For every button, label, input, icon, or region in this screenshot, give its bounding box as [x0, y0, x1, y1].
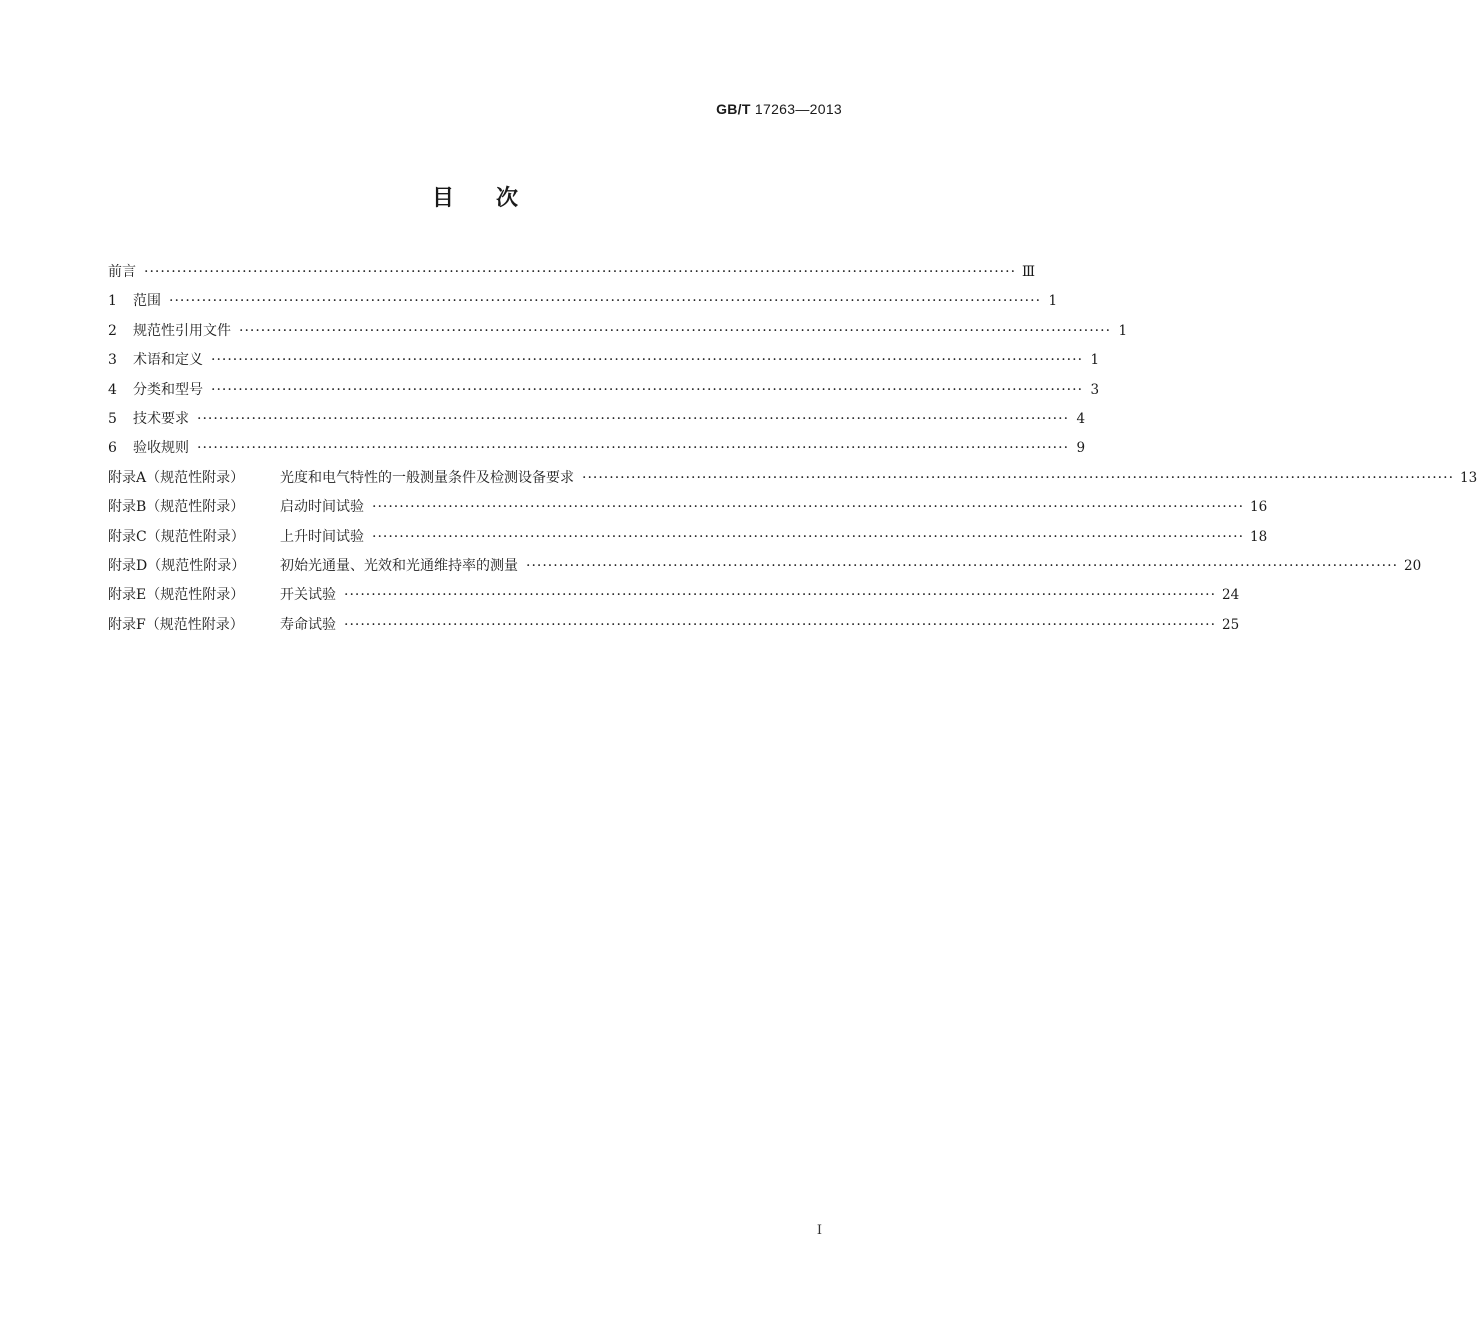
page-folio: Ⅰ — [816, 1223, 822, 1238]
toc-entry-label: 验收规则 — [133, 440, 189, 457]
toc-annex-prefix: 附录B（规范性附录） — [108, 499, 245, 516]
standard-prefix: GB/T — [716, 101, 751, 117]
toc-entry-6[interactable] — [108, 434, 1086, 463]
toc-page-number: 1 — [1090, 352, 1100, 369]
toc-entry-label: 前言 — [108, 264, 136, 280]
toc-entry-annex-d[interactable] — [108, 552, 1422, 581]
toc-page-number: 13 — [1460, 469, 1477, 486]
toc-entry-label: 初始光通量、光效和光通维持率的测量 — [280, 557, 518, 574]
toc-leader: ································································································································································ — [239, 322, 1112, 339]
toc-entry-label: 术语和定义 — [133, 352, 203, 369]
toc-leader: ································································································································································ — [197, 410, 1070, 427]
toc-section-number: 5 — [108, 410, 117, 427]
toc-leader: ································································································································································ — [169, 293, 1042, 310]
toc-section-number: 1 — [108, 293, 117, 310]
toc-leader: ································································································································································ — [582, 469, 1455, 486]
page-title: 目次 — [431, 186, 560, 211]
toc-section-number: 6 — [108, 440, 117, 457]
toc-entry-annex-a[interactable] — [108, 464, 1477, 493]
toc-entry-annex-f[interactable] — [108, 611, 1240, 640]
toc-page-number: 16 — [1250, 499, 1268, 516]
toc-annex-prefix: 附录C（规范性附录） — [108, 528, 245, 545]
toc-entry-5[interactable] — [108, 405, 1086, 434]
toc-annex-prefix: 附录F（规范性附录） — [108, 616, 244, 633]
toc-annex-prefix: 附录E（规范性附录） — [108, 587, 245, 604]
toc-section-number: 3 — [108, 352, 117, 369]
toc-entry-1[interactable] — [108, 287, 1058, 316]
toc-annex-prefix: 附录D（规范性附录） — [108, 557, 246, 574]
toc-page-number: 20 — [1404, 557, 1422, 574]
toc-page-number: 1 — [1048, 293, 1058, 310]
toc-page-number: 24 — [1222, 587, 1240, 604]
toc-entry-3[interactable] — [108, 346, 1100, 375]
table-of-contents — [108, 258, 1477, 640]
toc-entry-label: 规范性引用文件 — [133, 322, 231, 339]
toc-leader: ································································································································································ — [526, 557, 1399, 574]
toc-section-number: 4 — [108, 381, 117, 398]
toc-entry-annex-c[interactable] — [108, 523, 1268, 552]
toc-leader: ································································································································································ — [144, 264, 1017, 280]
toc-leader: ································································································································································ — [372, 528, 1245, 545]
toc-entry-annex-b[interactable] — [108, 493, 1268, 522]
toc-entry-4[interactable] — [108, 376, 1100, 405]
toc-entry-label: 光度和电气特性的一般测量条件及检测设备要求 — [280, 469, 574, 486]
toc-page-number: 25 — [1222, 616, 1240, 633]
toc-entry-label: 启动时间试验 — [280, 499, 364, 516]
standard-number — [716, 101, 842, 117]
toc-entry-label: 开关试验 — [280, 587, 336, 604]
toc-page-number: 4 — [1076, 410, 1086, 427]
toc-section-number: 2 — [108, 322, 117, 339]
toc-page-number: Ⅲ — [1022, 264, 1036, 280]
toc-leader: ································································································································································ — [344, 616, 1217, 633]
toc-entry-label: 上升时间试验 — [280, 528, 364, 545]
standard-code: 17263—2013 — [754, 101, 842, 117]
toc-entry-2[interactable] — [108, 317, 1128, 346]
toc-leader: ································································································································································ — [344, 587, 1217, 604]
toc-entry-label: 寿命试验 — [280, 616, 336, 633]
toc-entry-label: 范围 — [133, 293, 161, 310]
toc-entry-label: 技术要求 — [133, 410, 189, 427]
toc-entry-label: 分类和型号 — [133, 381, 203, 398]
toc-entry-annex-e[interactable] — [108, 581, 1240, 610]
toc-leader: ································································································································································ — [211, 381, 1084, 398]
toc-page-number: 3 — [1090, 381, 1100, 398]
toc-page-number: 9 — [1076, 440, 1086, 457]
toc-page-number: 1 — [1118, 322, 1128, 339]
toc-leader: ································································································································································ — [211, 352, 1084, 369]
toc-annex-prefix: 附录A（规范性附录） — [108, 469, 245, 486]
toc-entry-foreword[interactable] — [108, 258, 1036, 287]
toc-leader: ································································································································································ — [372, 499, 1245, 516]
toc-page-number: 18 — [1250, 528, 1268, 545]
toc-leader: ································································································································································ — [197, 440, 1070, 457]
